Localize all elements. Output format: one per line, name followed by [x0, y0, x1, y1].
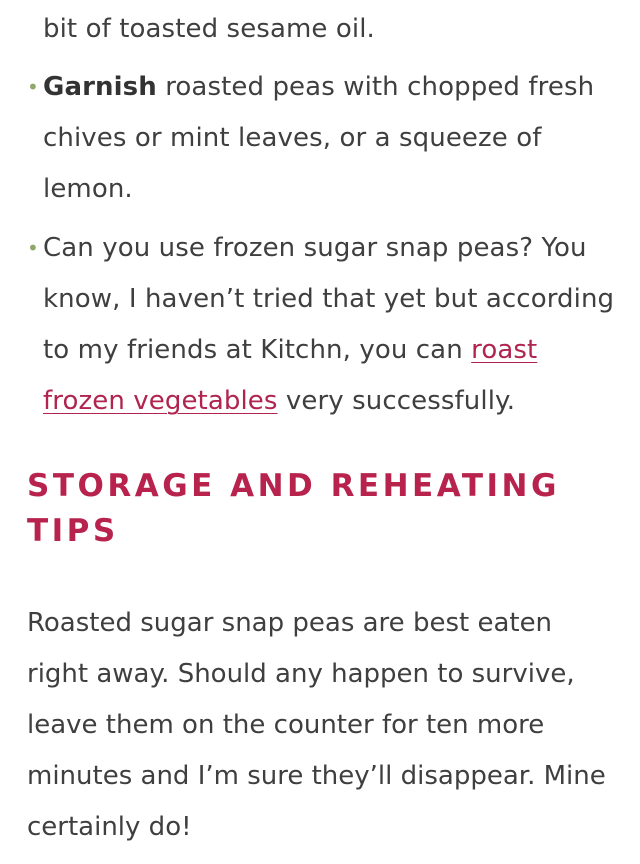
- partial-line: [43, 4, 623, 55]
- garnish-bold-label: Garnish: [43, 72, 157, 102]
- frozen-text-before: Can you use frozen sugar snap peas? You know, I haven’t tried that yet but according to my friends at Kitchn, you can: [43, 233, 615, 365]
- storage-paragraph: Roasted sugar snap peas are best eaten right away. Should any happen to survive, leave them on the counter for ten more minutes and I’m sure they’ll disappear. Mine certainly do!: [27, 608, 606, 842]
- bullet-icon: •: [27, 236, 39, 260]
- bullet-icon: •: [27, 75, 39, 99]
- garnish-text: roasted peas with chopped fresh chives or mint leaves, or a squeeze of lemon.: [43, 72, 595, 204]
- partial-line-text: bit of toasted sesame oil.: [43, 14, 375, 44]
- roast-frozen-vegetables-link[interactable]: roast frozen vegetables: [43, 335, 538, 416]
- tips-list: [0, 62, 640, 427]
- frozen-text-after: very successfully.: [277, 386, 516, 416]
- list-item-garnish: [0, 62, 640, 215]
- list-item-frozen: [0, 223, 640, 427]
- storage-heading: STORAGE AND REHEATING TIPS: [27, 468, 560, 549]
